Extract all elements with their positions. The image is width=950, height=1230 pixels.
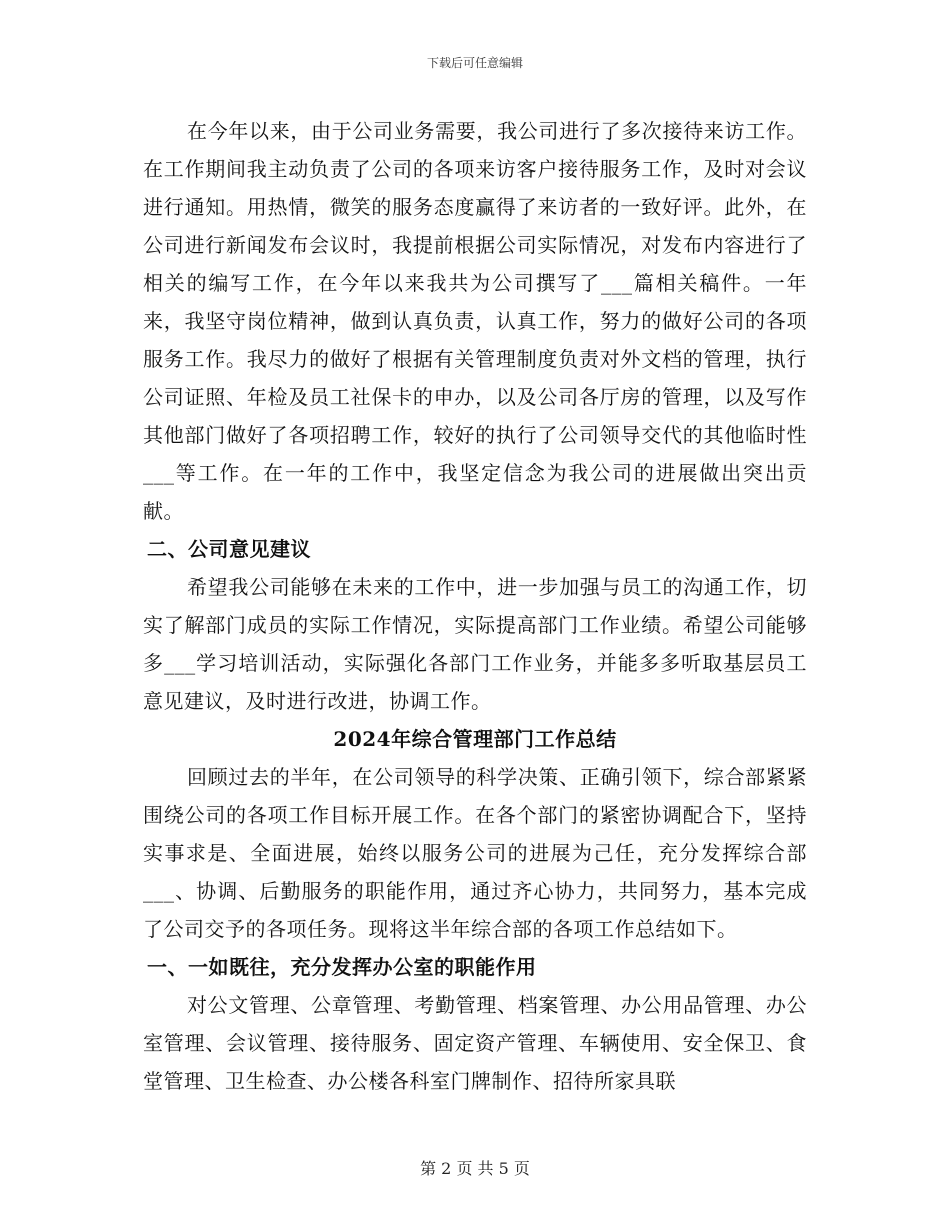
page-header-note: 下载后可任意编辑 (426, 56, 523, 70)
document-body (143, 112, 807, 1100)
page-number: 第 2 页 共 5 页 (420, 1159, 530, 1178)
document-title: 2024年综合管理部门工作总结 (333, 727, 617, 751)
paragraph-suggestions: 希望我公司能够在未来的工作中，进一步加强与员工的沟通工作，切实了解部门成员的实际工作情况，实际提高部门工作业绩。希望公司能够多___学习培训活动，实际强化各部门工作业务，并能多多听取基层员工意见建议，及时进行改进，协调工作。 (143, 575, 807, 713)
section-heading-office-functions: 一、一如既往，充分发挥办公室的职能作用 (147, 955, 537, 979)
paragraph-management-items: 对公文管理、公章管理、考勤管理、档案管理、办公用品管理、办公室管理、会议管理、接待服务、固定资产管理、车辆使用、安全保卫、食堂管理、卫生检查、办公楼各科室门牌制作、招待所家具联 (143, 993, 807, 1093)
paragraph-review: 回顾过去的半年，在公司领导的科学决策、正确引领下，综合部紧紧围绕公司的各项工作目标开展工作。在各个部门的紧密协调配合下，坚持实事求是、全面进展，始终以服务公司的进展为己任，充分发挥综合部___、协调、后勤服务的职能作用，通过齐心协力，共同努力，基本完成了公司交予的各项任务。现将这半年综合部的各项工作总结如下。 (143, 765, 807, 941)
section-heading-suggestions: 二、公司意见建议 (147, 537, 311, 561)
paragraph-reception-work: 在今年以来，由于公司业务需要，我公司进行了多次接待来访工作。在工作期间我主动负责了公司的各项来访客户接待服务工作，及时对会议进行通知。用热情，微笑的服务态度赢得了来访者的一致好评。此外，在公司进行新闻发布会议时，我提前根据公司实际情况，对发布内容进行了相关的编写工作，在今年以来我共为公司撰写了___篇相关稿件。一年来，我坚守岗位精神，做到认真负责，认真工作，努力的做好公司的各项服务工作。我尽力的做好了根据有关管理制度负责对外文档的管理，执行公司证照、年检及员工社保卡的申办，以及公司各厅房的管理，以及写作其他部门做好了各项招聘工作，较好的执行了公司领导交代的其他临时性___等工作。在一年的工作中，我坚定信念为我公司的进展做出突出贡献。 (143, 119, 807, 523)
